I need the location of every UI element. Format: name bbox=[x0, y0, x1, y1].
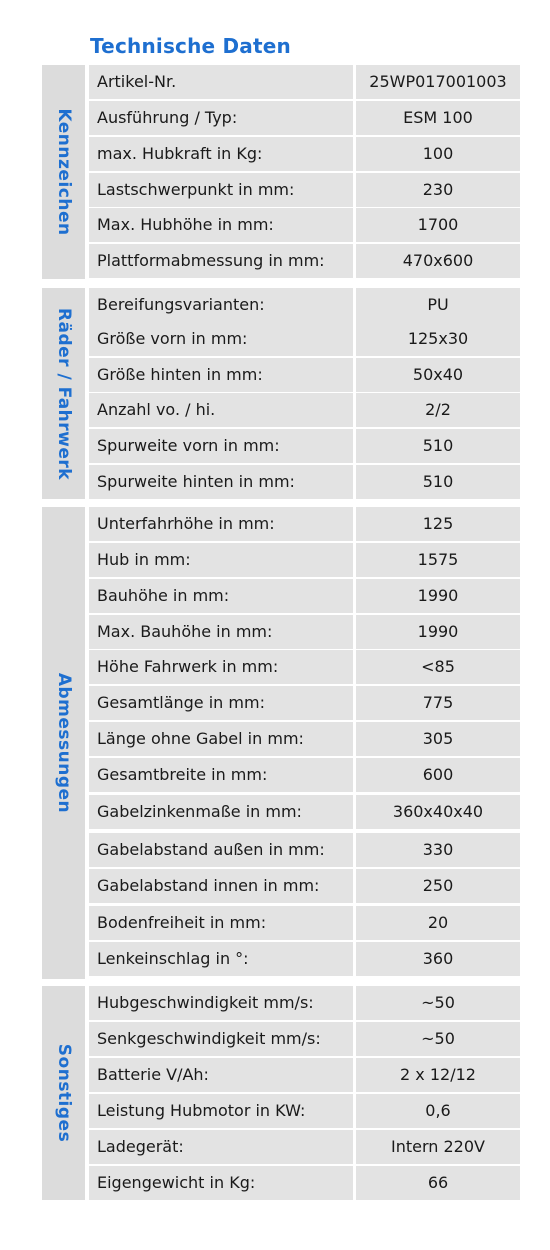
section-header bbox=[42, 288, 85, 499]
spec-label: max. Hubkraft in Kg: bbox=[89, 137, 353, 171]
spec-value: Intern 220V bbox=[356, 1130, 520, 1164]
section-header bbox=[42, 65, 85, 279]
spec-label: Max. Hubhöhe in mm: bbox=[89, 208, 353, 242]
spec-section bbox=[42, 507, 523, 979]
spec-row bbox=[89, 1022, 520, 1056]
spec-value: PU bbox=[356, 288, 520, 322]
spec-value: 470x600 bbox=[356, 244, 520, 278]
spec-value: 230 bbox=[356, 173, 520, 207]
spec-value: 100 bbox=[356, 137, 520, 171]
spec-label: Eigengewicht in Kg: bbox=[89, 1166, 353, 1200]
spec-row bbox=[89, 322, 520, 356]
section-label: Abmessungen bbox=[53, 672, 74, 814]
spec-row bbox=[89, 429, 520, 463]
spec-row bbox=[89, 833, 520, 867]
spec-label: Unterfahrhöhe in mm: bbox=[89, 507, 353, 541]
spec-row bbox=[89, 288, 520, 322]
spec-value: 510 bbox=[356, 429, 520, 463]
spec-value: 360x40x40 bbox=[356, 795, 520, 829]
spec-label: Gesamtlänge in mm: bbox=[89, 686, 353, 720]
spec-label: Länge ohne Gabel in mm: bbox=[89, 722, 353, 756]
spec-row bbox=[89, 1094, 520, 1128]
spec-label: Ladegerät: bbox=[89, 1130, 353, 1164]
spec-label: Bauhöhe in mm: bbox=[89, 579, 353, 613]
spec-row bbox=[89, 137, 520, 171]
spec-value: ~50 bbox=[356, 986, 520, 1020]
spec-label: Spurweite vorn in mm: bbox=[89, 429, 353, 463]
spec-label: Leistung Hubmotor in KW: bbox=[89, 1094, 353, 1128]
spec-label: Ausführung / Typ: bbox=[89, 101, 353, 135]
spec-row bbox=[89, 1058, 520, 1092]
spec-value: 50x40 bbox=[356, 358, 520, 392]
spec-value: 775 bbox=[356, 686, 520, 720]
section-label: Räder / Fahrwerk bbox=[53, 307, 74, 480]
spec-row bbox=[89, 758, 520, 792]
spec-row bbox=[89, 795, 520, 829]
spec-row bbox=[89, 1130, 520, 1164]
spec-row bbox=[89, 1166, 520, 1200]
spec-label: Hub in mm: bbox=[89, 543, 353, 577]
spec-row bbox=[89, 393, 520, 427]
spec-row bbox=[89, 942, 520, 976]
spec-label: Größe vorn in mm: bbox=[89, 322, 353, 356]
spec-label: Hubgeschwindigkeit mm/s: bbox=[89, 986, 353, 1020]
spec-value: 250 bbox=[356, 869, 520, 903]
spec-value: 600 bbox=[356, 758, 520, 792]
spec-row bbox=[89, 722, 520, 756]
spec-value: 2/2 bbox=[356, 393, 520, 427]
spec-label: Lastschwerpunkt in mm: bbox=[89, 173, 353, 207]
spec-label: Größe hinten in mm: bbox=[89, 358, 353, 392]
spec-row bbox=[89, 869, 520, 903]
spec-value: 1990 bbox=[356, 615, 520, 649]
spec-label: Gabelabstand außen in mm: bbox=[89, 833, 353, 867]
spec-value: <85 bbox=[356, 650, 520, 684]
spec-section bbox=[42, 986, 523, 1200]
spec-row bbox=[89, 650, 520, 684]
spec-label: Max. Bauhöhe in mm: bbox=[89, 615, 353, 649]
spec-row bbox=[89, 173, 520, 207]
spec-row bbox=[89, 986, 520, 1020]
spec-value: 25WP017001003 bbox=[356, 65, 520, 99]
spec-value: 125 bbox=[356, 507, 520, 541]
spec-value: 510 bbox=[356, 465, 520, 499]
spec-label: Lenkeinschlag in °: bbox=[89, 942, 353, 976]
spec-row bbox=[89, 65, 520, 99]
spec-label: Bodenfreiheit in mm: bbox=[89, 906, 353, 940]
spec-row bbox=[89, 507, 520, 541]
spec-row bbox=[89, 465, 520, 499]
spec-value: 1990 bbox=[356, 579, 520, 613]
spec-value: 360 bbox=[356, 942, 520, 976]
spec-label: Spurweite hinten in mm: bbox=[89, 465, 353, 499]
section-label: Kennzeichen bbox=[53, 108, 74, 236]
spec-value: 125x30 bbox=[356, 322, 520, 356]
spec-row bbox=[89, 615, 520, 649]
spec-label: Artikel-Nr. bbox=[89, 65, 353, 99]
spec-label: Anzahl vo. / hi. bbox=[89, 393, 353, 427]
spec-value: ESM 100 bbox=[356, 101, 520, 135]
spec-value: 1575 bbox=[356, 543, 520, 577]
section-header bbox=[42, 507, 85, 979]
section-label: Sonstiges bbox=[53, 1043, 74, 1143]
spec-row bbox=[89, 543, 520, 577]
spec-value: 1700 bbox=[356, 208, 520, 242]
spec-label: Senkgeschwindigkeit mm/s: bbox=[89, 1022, 353, 1056]
spec-row bbox=[89, 686, 520, 720]
spec-section bbox=[42, 65, 523, 279]
spec-label: Gabelabstand innen in mm: bbox=[89, 869, 353, 903]
spec-value: 330 bbox=[356, 833, 520, 867]
spec-row bbox=[89, 906, 520, 940]
page-title: Technische Daten bbox=[90, 34, 291, 58]
spec-label: Bereifungsvarianten: bbox=[89, 288, 353, 322]
spec-value: 305 bbox=[356, 722, 520, 756]
spec-label: Plattformabmessung in mm: bbox=[89, 244, 353, 278]
spec-row bbox=[89, 579, 520, 613]
spec-label: Höhe Fahrwerk in mm: bbox=[89, 650, 353, 684]
spec-label: Gesamtbreite in mm: bbox=[89, 758, 353, 792]
spec-label: Batterie V/Ah: bbox=[89, 1058, 353, 1092]
spec-value: 66 bbox=[356, 1166, 520, 1200]
section-header bbox=[42, 986, 85, 1200]
spec-row bbox=[89, 208, 520, 242]
spec-row bbox=[89, 358, 520, 392]
spec-value: 0,6 bbox=[356, 1094, 520, 1128]
spec-value: ~50 bbox=[356, 1022, 520, 1056]
spec-row bbox=[89, 244, 520, 278]
spec-value: 20 bbox=[356, 906, 520, 940]
spec-value: 2 x 12/12 bbox=[356, 1058, 520, 1092]
spec-section bbox=[42, 288, 523, 499]
spec-label: Gabelzinkenmaße in mm: bbox=[89, 795, 353, 829]
spec-row bbox=[89, 101, 520, 135]
